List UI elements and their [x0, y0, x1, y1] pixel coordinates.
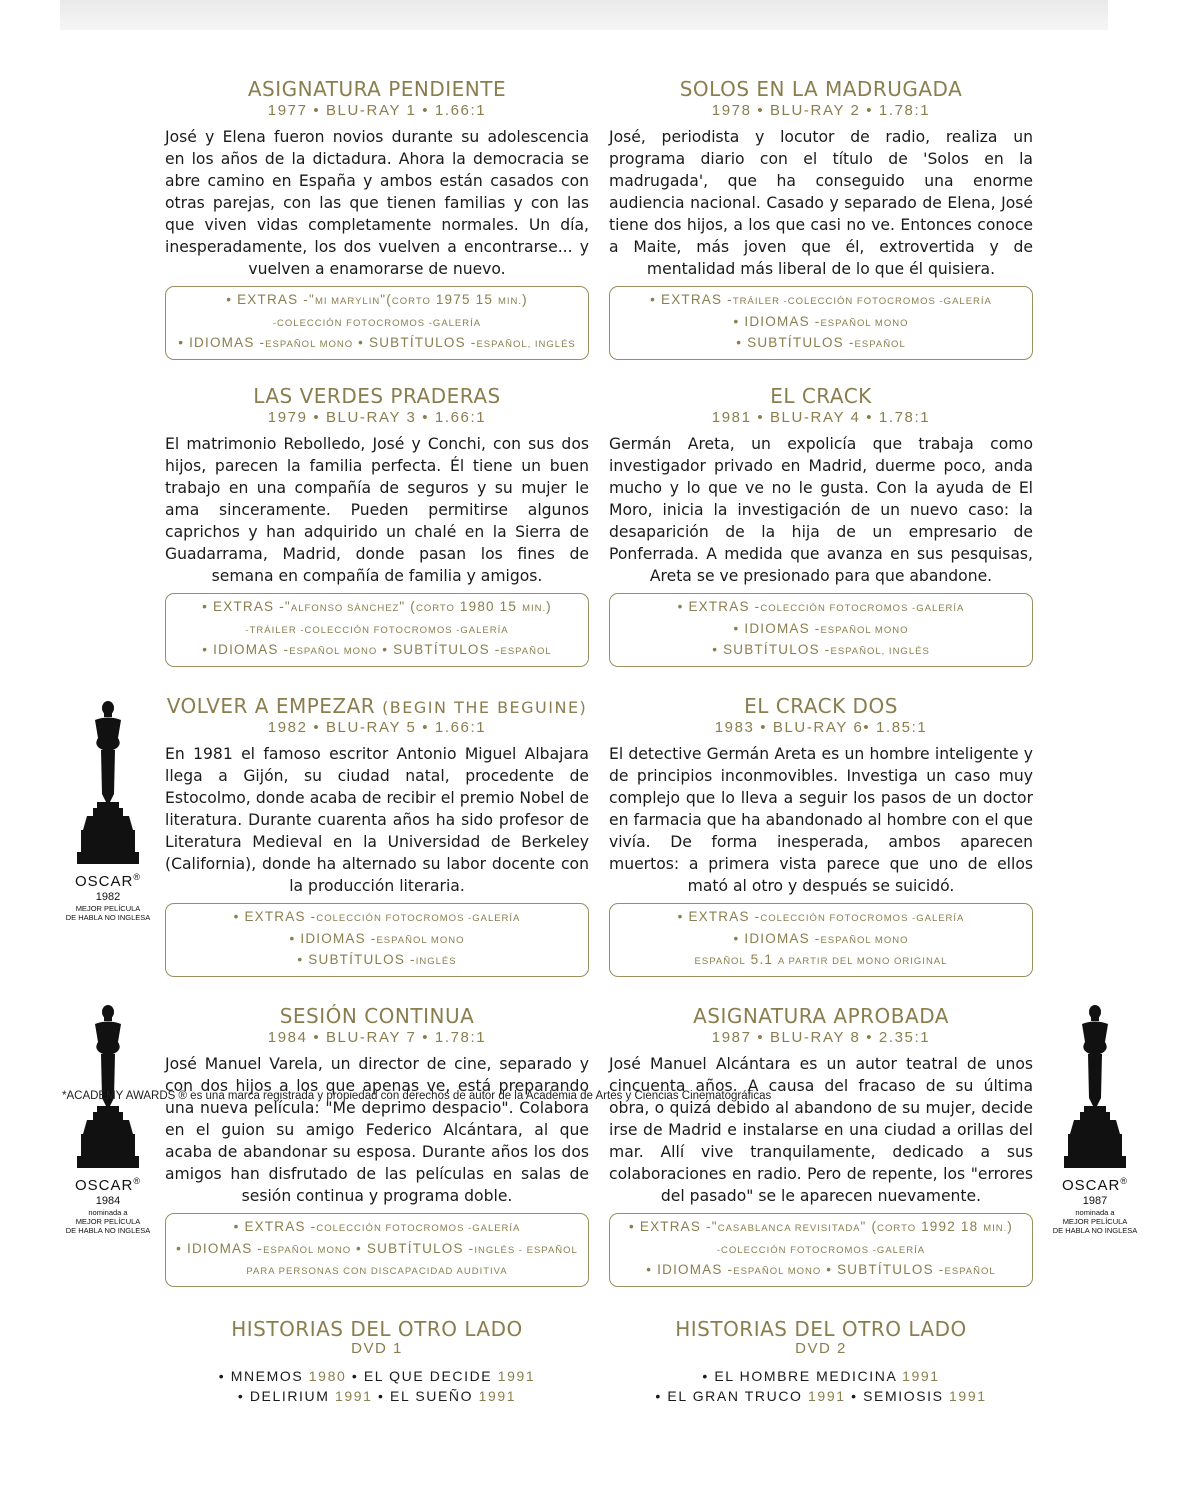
- dvd-episodes-line: • EL GRAN TRUCO 1991 • SEMIOSIS 1991: [655, 1388, 987, 1404]
- oscar-statuette-icon: [73, 698, 143, 866]
- film-title: LAS VERDES PRADERAS: [253, 384, 501, 408]
- extras-line: • EXTRAS -"ALFONSO SÁNCHEZ" (CORTO 1980 15 MIN.): [202, 599, 552, 614]
- oscar-award: [58, 1002, 158, 1235]
- film-block: [609, 78, 1033, 360]
- trademark-footnote: *ACADEMY AWARDS ® es una marca registrada y propiedad con derechos de autor de la Academia de Artes y Ciencias Cinematográficas: [62, 1090, 772, 1102]
- extras-box: [165, 593, 589, 667]
- film-meta: 1983 • BLU-RAY 6• 1.85:1: [714, 719, 928, 736]
- film-block: [165, 1005, 589, 1287]
- film-block: [609, 385, 1033, 667]
- dvd-episodes-line: • DELIRIUM 1991 • EL SUEÑO 1991: [237, 1388, 517, 1404]
- oscar-year: 1987: [1082, 1195, 1108, 1207]
- film-title: EL CRACK DOS: [744, 694, 898, 718]
- extras-line: • EXTRAS -TRÁILER -COLECCIÓN FOTOCROMOS -GALERÍA: [650, 292, 992, 307]
- oscar-label: OSCAR®: [75, 872, 141, 890]
- extras-line: • EXTRAS -COLECCIÓN FOTOCROMOS -GALERÍA: [233, 909, 521, 924]
- extras-box: [609, 1213, 1033, 1287]
- oscar-award: [58, 698, 158, 922]
- oscar-note: MEJOR PELÍCULA DE HABLA NO INGLESA: [65, 904, 151, 922]
- dvd-title: HISTORIAS DEL OTRO LADO: [675, 1317, 967, 1341]
- film-description: El detective Germán Areta es un hombre inteligente y de principios inconmovibles. Investiga un caso muy complejo que lo lleva a seguir los pasos de un doctor en farmacia que ha abandonado al hombre con el que vivía. De forma inesperada, ambos aparecen muertos: a primera vista parece que uno de ellos mató al otro y después se suicidó.: [609, 745, 1033, 895]
- dvd-block: [609, 1318, 1033, 1406]
- film-title: ASIGNATURA PENDIENTE: [247, 77, 507, 101]
- extras-box: [609, 593, 1033, 667]
- oscar-label: OSCAR®: [75, 1176, 141, 1194]
- film-block: [609, 695, 1033, 977]
- film-description: Germán Areta, un expolicía que trabaja como investigador privado en Madrid, duerme poco, anda mucho y lo que ve no le gusta. Con la ayuda de El Moro, inicia la investigación de un nuevo caso: la desaparición de la hija de un empresario de Ponferrada. A medida que avanza en sus pesquisas, Areta se ve presionado para que abandone.: [609, 435, 1033, 585]
- dvd-episodes-line: • MNEMOS 1980 • EL QUE DECIDE 1991: [218, 1368, 536, 1384]
- film-meta: 1977 • BLU-RAY 1 • 1.66:1: [267, 102, 487, 119]
- film-block: [165, 78, 589, 360]
- dvd-title: HISTORIAS DEL OTRO LADO: [231, 1317, 523, 1341]
- oscar-award: [1045, 1002, 1145, 1235]
- extras-line: ESPAÑOL 5.1 A PARTIR DEL MONO ORIGINAL: [694, 952, 948, 967]
- oscar-statuette-icon: [73, 1002, 143, 1170]
- dvd-block: [165, 1318, 589, 1406]
- film-title: ASIGNATURA APROBADA: [693, 1004, 949, 1028]
- extras-line: • IDIOMAS -ESPAÑOL MONO • SUBTÍTULOS -INGLÉS - ESPAÑOL: [176, 1240, 578, 1256]
- extras-line: • SUBTÍTULOS -ESPAÑOL: [736, 335, 906, 350]
- film-block: [609, 1005, 1033, 1287]
- film-description: En 1981 el famoso escritor Antonio Miguel Albajara llega a Gijón, su ciudad natal, procedente de Estocolmo, donde acaba de recibir el premio Nobel de literatura. Durante cuarenta años ha sido profesor de Literatura Medieval en la Universidad de Berkeley (California), donde ha alternado su labor docente con la producción literaria.: [165, 745, 589, 895]
- extras-box: [165, 1213, 589, 1287]
- film-block: [165, 385, 589, 667]
- film-meta: 1979 • BLU-RAY 3 • 1.66:1: [267, 409, 487, 426]
- film-meta: 1982 • BLU-RAY 5 • 1.66:1: [267, 719, 487, 736]
- extras-box: [165, 286, 589, 360]
- extras-box: [165, 903, 589, 977]
- dvd-number: DVD 2: [795, 1340, 847, 1357]
- extras-line: • EXTRAS -COLECCIÓN FOTOCROMOS -GALERÍA: [677, 909, 965, 924]
- film-meta: 1981 • BLU-RAY 4 • 1.78:1: [711, 409, 931, 426]
- film-description: José, periodista y locutor de radio, realiza un programa diario con el título de 'Solos en la madrugada', que ha conseguido una enorme audiencia nacional. Casado y separado de Elena, José tiene dos hijos, a los que casi no ve. Entonces conoce a Maite, más joven que él, extrovertida y de mentalidad más liberal de lo que él quisiera.: [609, 128, 1033, 278]
- extras-line: • EXTRAS -COLECCIÓN FOTOCROMOS -GALERÍA: [233, 1219, 521, 1234]
- extras-line: • EXTRAS -"CASABLANCA REVISITADA" (CORTO 1992 18 MIN.): [629, 1219, 1013, 1234]
- extras-box: [609, 286, 1033, 360]
- extras-line: • IDIOMAS -ESPAÑOL MONO • SUBTÍTULOS -ESPAÑOL: [646, 1262, 996, 1277]
- extras-line: • IDIOMAS -ESPAÑOL MONO • SUBTÍTULOS -ESPAÑOL: [202, 642, 552, 657]
- extras-line: • IDIOMAS -ESPAÑOL MONO: [733, 620, 909, 636]
- dvd-number: DVD 1: [351, 1340, 403, 1357]
- film-block: [165, 695, 589, 977]
- extras-line: PARA PERSONAS CON DISCAPACIDAD AUDITIVA: [246, 1266, 508, 1277]
- oscar-statuette-icon: [1060, 1002, 1130, 1170]
- film-meta: 1978 • BLU-RAY 2 • 1.78:1: [711, 102, 931, 119]
- extras-line: • SUBTÍTULOS -INGLÉS: [297, 952, 457, 967]
- film-meta: 1987 • BLU-RAY 8 • 2.35:1: [711, 1029, 931, 1046]
- extras-line: • IDIOMAS -ESPAÑOL MONO: [733, 930, 909, 946]
- extras-line: • EXTRAS -"MI MARYLIN"(CORTO 1975 15 MIN.): [226, 292, 528, 307]
- film-title: SESIÓN CONTINUA: [279, 1004, 475, 1028]
- oscar-note: nominada a MEJOR PELÍCULA DE HABLA NO INGLESA: [65, 1208, 151, 1235]
- top-bar: [60, 0, 1108, 30]
- extras-line: -COLECCIÓN FOTOCROMOS -GALERÍA: [272, 317, 482, 329]
- film-description: El matrimonio Rebolledo, José y Conchi, con sus dos hijos, parecen la familia perfecta. Él tiene un buen trabajo en una compañía de seguros y su mujer le ama sinceramente. Pueden permitirse algunos caprichos y han adquirido un chalé en la Sierra de Guadarrama, Madrid, donde pasan los fines de semana en compañía de familia y amigos.: [165, 435, 589, 585]
- extras-line: • IDIOMAS -ESPAÑOL MONO: [289, 930, 465, 946]
- film-description: José Manuel Alcántara es un autor teatral de unos cincuenta años. A causa del fracaso de su última obra, o quizá debido al abandono de su mujer, decide irse de Madrid e instalarse en una ciudad a orillas del mar. Allí vive tranquilamente, dedicado a sus colaboraciones en radio. Pero de repente, los "errores del pasado" se le aparecen nuevamente.: [609, 1055, 1033, 1205]
- extras-line: • IDIOMAS -ESPAÑOL MONO • SUBTÍTULOS -ESPAÑOL, INGLÉS: [178, 335, 576, 350]
- film-description: José Manuel Varela, un director de cine, separado y con dos hijos a los que apenas ve, está preparando una nueva película: "Me deprimo despacio". Colabora en el guion su amigo Federico Alcántara, al que acaba de abandonar su esposa. Durante años los dos amigos han disfrutado de las películas en salas de sesión continua y programa doble.: [165, 1055, 589, 1205]
- extras-line: • SUBTÍTULOS -ESPAÑOL, INGLÉS: [712, 642, 930, 657]
- oscar-note: nominada a MEJOR PELÍCULA DE HABLA NO INGLESA: [1052, 1208, 1138, 1235]
- film-description: José y Elena fueron novios durante su adolescencia en los años de la dictadura. Ahora la democracia se abre camino en España y ambos están casados con otras parejas, con las que tienen familias y con las que viven vidas completamente normales. Un día, inesperadamente, los dos vuelven a encontrarse... y vuelven a enamorarse de nuevo.: [165, 128, 589, 278]
- film-title: EL CRACK: [770, 384, 872, 408]
- extras-box: [609, 903, 1033, 977]
- oscar-label: OSCAR®: [1062, 1176, 1128, 1194]
- extras-line: • EXTRAS -COLECCIÓN FOTOCROMOS -GALERÍA: [677, 599, 965, 614]
- film-title: VOLVER A EMPEZAR (BEGIN THE BEGUINE): [166, 694, 588, 718]
- oscar-year: 1982: [95, 891, 121, 903]
- film-meta: 1984 • BLU-RAY 7 • 1.78:1: [267, 1029, 487, 1046]
- dvd-episodes-line: • EL HOMBRE MEDICINA 1991: [702, 1368, 940, 1384]
- extras-line: -COLECCIÓN FOTOCROMOS -GALERÍA: [716, 1244, 926, 1256]
- extras-line: -TRÁILER -COLECCIÓN FOTOCROMOS -GALERÍA: [245, 624, 509, 636]
- oscar-year: 1984: [95, 1195, 121, 1207]
- film-title: SOLOS EN LA MADRUGADA: [679, 77, 963, 101]
- extras-line: • IDIOMAS -ESPAÑOL MONO: [733, 313, 909, 329]
